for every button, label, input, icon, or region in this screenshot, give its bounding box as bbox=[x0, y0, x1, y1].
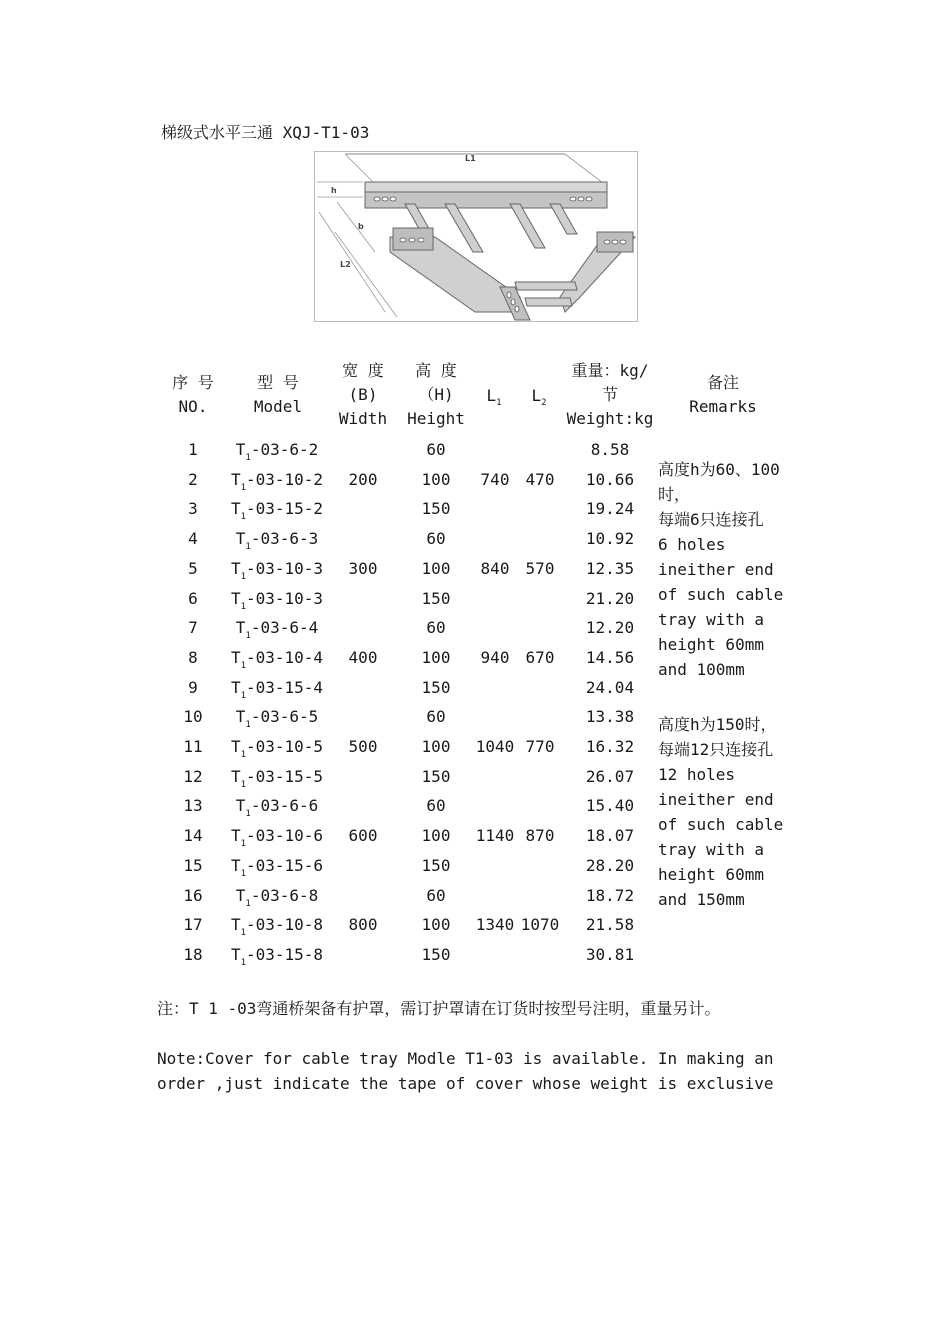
model-subscript: 1 bbox=[240, 750, 246, 760]
row-model bbox=[222, 945, 332, 968]
row-no: 13 bbox=[183, 796, 203, 815]
group-l1: 940 bbox=[480, 648, 510, 667]
model-suffix: -03-10-6 bbox=[246, 826, 324, 845]
row-model bbox=[222, 915, 332, 938]
row-model bbox=[222, 856, 332, 879]
header-l1: $L_1$ bbox=[486, 386, 502, 409]
model-suffix: -03-6-8 bbox=[250, 886, 319, 905]
row-model bbox=[222, 529, 332, 552]
model-suffix: -03-6-3 bbox=[250, 529, 319, 548]
row-model bbox=[222, 737, 332, 760]
model-prefix: T bbox=[230, 499, 241, 518]
header-remarks: 备注 Remarks bbox=[689, 373, 757, 416]
group-l2: 770 bbox=[525, 737, 555, 756]
row-model bbox=[222, 826, 332, 849]
remark-group-2: 高度h为150时， 每端12只连接孔 12 holes ineither end of such cable tray with a height 60mm and 150mm bbox=[658, 715, 784, 909]
row-no: 16 bbox=[183, 886, 203, 905]
group-l1: 1140 bbox=[475, 826, 515, 845]
model-suffix: -03-15-2 bbox=[246, 499, 324, 518]
row-weight: 30.81 bbox=[585, 945, 635, 964]
row-model bbox=[222, 886, 332, 909]
group-l2: 470 bbox=[525, 470, 555, 489]
group-width: 300 bbox=[348, 559, 378, 578]
row-height: 100 bbox=[421, 559, 451, 578]
model-subscript: 1 bbox=[240, 483, 246, 493]
group-l2: 670 bbox=[525, 648, 555, 667]
header-l2: $L_2$ bbox=[531, 386, 547, 409]
row-weight: 21.20 bbox=[585, 589, 635, 608]
row-height: 100 bbox=[421, 470, 451, 489]
row-weight: 8.58 bbox=[590, 440, 630, 459]
model-subscript: 1 bbox=[240, 958, 246, 968]
row-weight: 18.72 bbox=[585, 886, 635, 905]
model-suffix: -03-10-2 bbox=[246, 470, 324, 489]
row-height: 150 bbox=[421, 589, 451, 608]
group-l1: 1040 bbox=[475, 737, 515, 756]
row-weight: 19.24 bbox=[585, 499, 635, 518]
row-no: 15 bbox=[183, 856, 203, 875]
group-l1: 1340 bbox=[475, 915, 515, 934]
group-l2: 570 bbox=[525, 559, 555, 578]
model-subscript: 1 bbox=[245, 720, 251, 730]
row-no: 9 bbox=[188, 678, 198, 697]
row-height: 60 bbox=[426, 440, 446, 459]
header-width: 宽 度 (B) Width bbox=[338, 361, 388, 428]
row-no: 17 bbox=[183, 915, 203, 934]
model-subscript: 1 bbox=[240, 928, 246, 938]
model-subscript: 1 bbox=[245, 631, 251, 641]
row-no: 6 bbox=[188, 589, 198, 608]
note-en: Note:Cover for cable tray Modle T1-03 is available. In making an order ,just indicate the tape of cover whose weight is exclusive bbox=[157, 1049, 774, 1093]
model-prefix: T bbox=[230, 589, 241, 608]
row-height: 60 bbox=[426, 707, 446, 726]
model-subscript: 1 bbox=[240, 572, 246, 582]
row-weight: 18.07 bbox=[585, 826, 635, 845]
model-subscript: 1 bbox=[240, 512, 246, 522]
row-height: 100 bbox=[421, 915, 451, 934]
model-suffix: -03-10-5 bbox=[246, 737, 324, 756]
model-subscript: 1 bbox=[240, 691, 246, 701]
row-height: 150 bbox=[421, 499, 451, 518]
group-width: 600 bbox=[348, 826, 378, 845]
row-model bbox=[222, 440, 332, 463]
row-weight: 10.92 bbox=[585, 529, 635, 548]
model-prefix: T bbox=[235, 707, 246, 726]
model-prefix: T bbox=[230, 915, 241, 934]
row-height: 60 bbox=[426, 886, 446, 905]
group-l2: 1070 bbox=[520, 915, 560, 934]
b-label: b bbox=[358, 222, 364, 231]
model-suffix: -03-10-3 bbox=[246, 559, 324, 578]
row-weight: 13.38 bbox=[585, 707, 635, 726]
row-no: 5 bbox=[188, 559, 198, 578]
model-suffix: -03-6-4 bbox=[250, 618, 319, 637]
row-no: 2 bbox=[188, 470, 198, 489]
row-weight: 28.20 bbox=[585, 856, 635, 875]
row-weight: 12.35 bbox=[585, 559, 635, 578]
row-weight: 24.04 bbox=[585, 678, 635, 697]
row-height: 150 bbox=[421, 678, 451, 697]
model-prefix: T bbox=[230, 648, 241, 667]
model-suffix: -03-6-5 bbox=[250, 707, 319, 726]
row-model bbox=[222, 707, 332, 730]
header-height: 高 度 （H) Height bbox=[407, 361, 465, 428]
model-suffix: -03-10-8 bbox=[246, 915, 324, 934]
model-prefix: T bbox=[230, 678, 241, 697]
row-weight: 15.40 bbox=[585, 796, 635, 815]
tee-drawing bbox=[315, 152, 637, 321]
header-no: 序 号 NO. bbox=[172, 373, 214, 416]
l1-label: L1 bbox=[465, 154, 476, 163]
group-l1: 740 bbox=[480, 470, 510, 489]
row-height: 60 bbox=[426, 618, 446, 637]
row-no: 3 bbox=[188, 499, 198, 518]
page-title: 梯级式水平三通 XQJ-T1-03 bbox=[161, 123, 370, 142]
model-subscript: 1 bbox=[245, 809, 251, 819]
model-subscript: 1 bbox=[240, 869, 246, 879]
group-l2: 870 bbox=[525, 826, 555, 845]
model-subscript: 1 bbox=[240, 602, 246, 612]
group-width: 400 bbox=[348, 648, 378, 667]
row-model bbox=[222, 648, 332, 671]
header-model: 型 号 Model bbox=[253, 373, 303, 416]
h-label: h bbox=[331, 186, 337, 195]
model-prefix: T bbox=[230, 945, 241, 964]
group-width: 200 bbox=[348, 470, 378, 489]
row-model bbox=[222, 559, 332, 582]
row-model bbox=[222, 499, 332, 522]
row-no: 4 bbox=[188, 529, 198, 548]
row-height: 100 bbox=[421, 826, 451, 845]
model-subscript: 1 bbox=[240, 780, 246, 790]
note-cn: 注：T 1 -03弯通桥架备有护罩，需订护罩请在订货时按型号注明，重量另计。 bbox=[157, 999, 721, 1018]
model-prefix: T bbox=[235, 529, 246, 548]
row-model bbox=[222, 678, 332, 701]
row-no: 10 bbox=[183, 707, 203, 726]
remark-group-1: 高度h为60、100时， 每端6只连接孔 6 holes ineither end of such cable tray with a height 60mm and 100mm bbox=[658, 460, 784, 679]
row-weight: 14.56 bbox=[585, 648, 635, 667]
model-suffix: -03-6-6 bbox=[250, 796, 319, 815]
group-width: 500 bbox=[348, 737, 378, 756]
row-weight: 16.32 bbox=[585, 737, 635, 756]
row-height: 100 bbox=[421, 648, 451, 667]
row-model bbox=[222, 796, 332, 819]
row-model bbox=[222, 618, 332, 641]
row-no: 14 bbox=[183, 826, 203, 845]
model-prefix: T bbox=[230, 767, 241, 786]
model-subscript: 1 bbox=[240, 839, 246, 849]
model-prefix: T bbox=[230, 826, 241, 845]
l2-label: L2 bbox=[340, 260, 351, 269]
row-height: 60 bbox=[426, 796, 446, 815]
row-weight: 12.20 bbox=[585, 618, 635, 637]
group-width: 800 bbox=[348, 915, 378, 934]
row-height: 60 bbox=[426, 529, 446, 548]
model-prefix: T bbox=[230, 737, 241, 756]
row-no: 8 bbox=[188, 648, 198, 667]
model-prefix: T bbox=[230, 470, 241, 489]
tee-diagram bbox=[314, 151, 638, 322]
model-subscript: 1 bbox=[245, 453, 251, 463]
row-no: 12 bbox=[183, 767, 203, 786]
row-height: 150 bbox=[421, 856, 451, 875]
model-suffix: -03-15-4 bbox=[246, 678, 324, 697]
row-no: 11 bbox=[183, 737, 203, 756]
model-suffix: -03-15-8 bbox=[246, 945, 324, 964]
row-height: 100 bbox=[421, 737, 451, 756]
group-l1: 840 bbox=[480, 559, 510, 578]
model-subscript: 1 bbox=[245, 542, 251, 552]
model-prefix: T bbox=[230, 559, 241, 578]
model-prefix: T bbox=[235, 618, 246, 637]
row-weight: 26.07 bbox=[585, 767, 635, 786]
row-weight: 10.66 bbox=[585, 470, 635, 489]
model-suffix: -03-15-5 bbox=[246, 767, 324, 786]
model-prefix: T bbox=[230, 856, 241, 875]
model-subscript: 1 bbox=[240, 661, 246, 671]
row-model bbox=[222, 767, 332, 790]
model-suffix: -03-15-6 bbox=[246, 856, 324, 875]
model-suffix: -03-6-2 bbox=[250, 440, 319, 459]
row-weight: 21.58 bbox=[585, 915, 635, 934]
model-subscript: 1 bbox=[245, 899, 251, 909]
model-prefix: T bbox=[235, 886, 246, 905]
model-prefix: T bbox=[235, 440, 246, 459]
model-suffix: -03-10-3 bbox=[246, 589, 324, 608]
row-no: 18 bbox=[183, 945, 203, 964]
row-model bbox=[222, 470, 332, 493]
row-no: 1 bbox=[188, 440, 198, 459]
row-model bbox=[222, 589, 332, 612]
model-suffix: -03-10-4 bbox=[246, 648, 324, 667]
row-height: 150 bbox=[421, 767, 451, 786]
row-no: 7 bbox=[188, 618, 198, 637]
row-height: 150 bbox=[421, 945, 451, 964]
model-prefix: T bbox=[235, 796, 246, 815]
header-weight: 重量：kg/ 节 Weight:kg bbox=[566, 361, 654, 428]
